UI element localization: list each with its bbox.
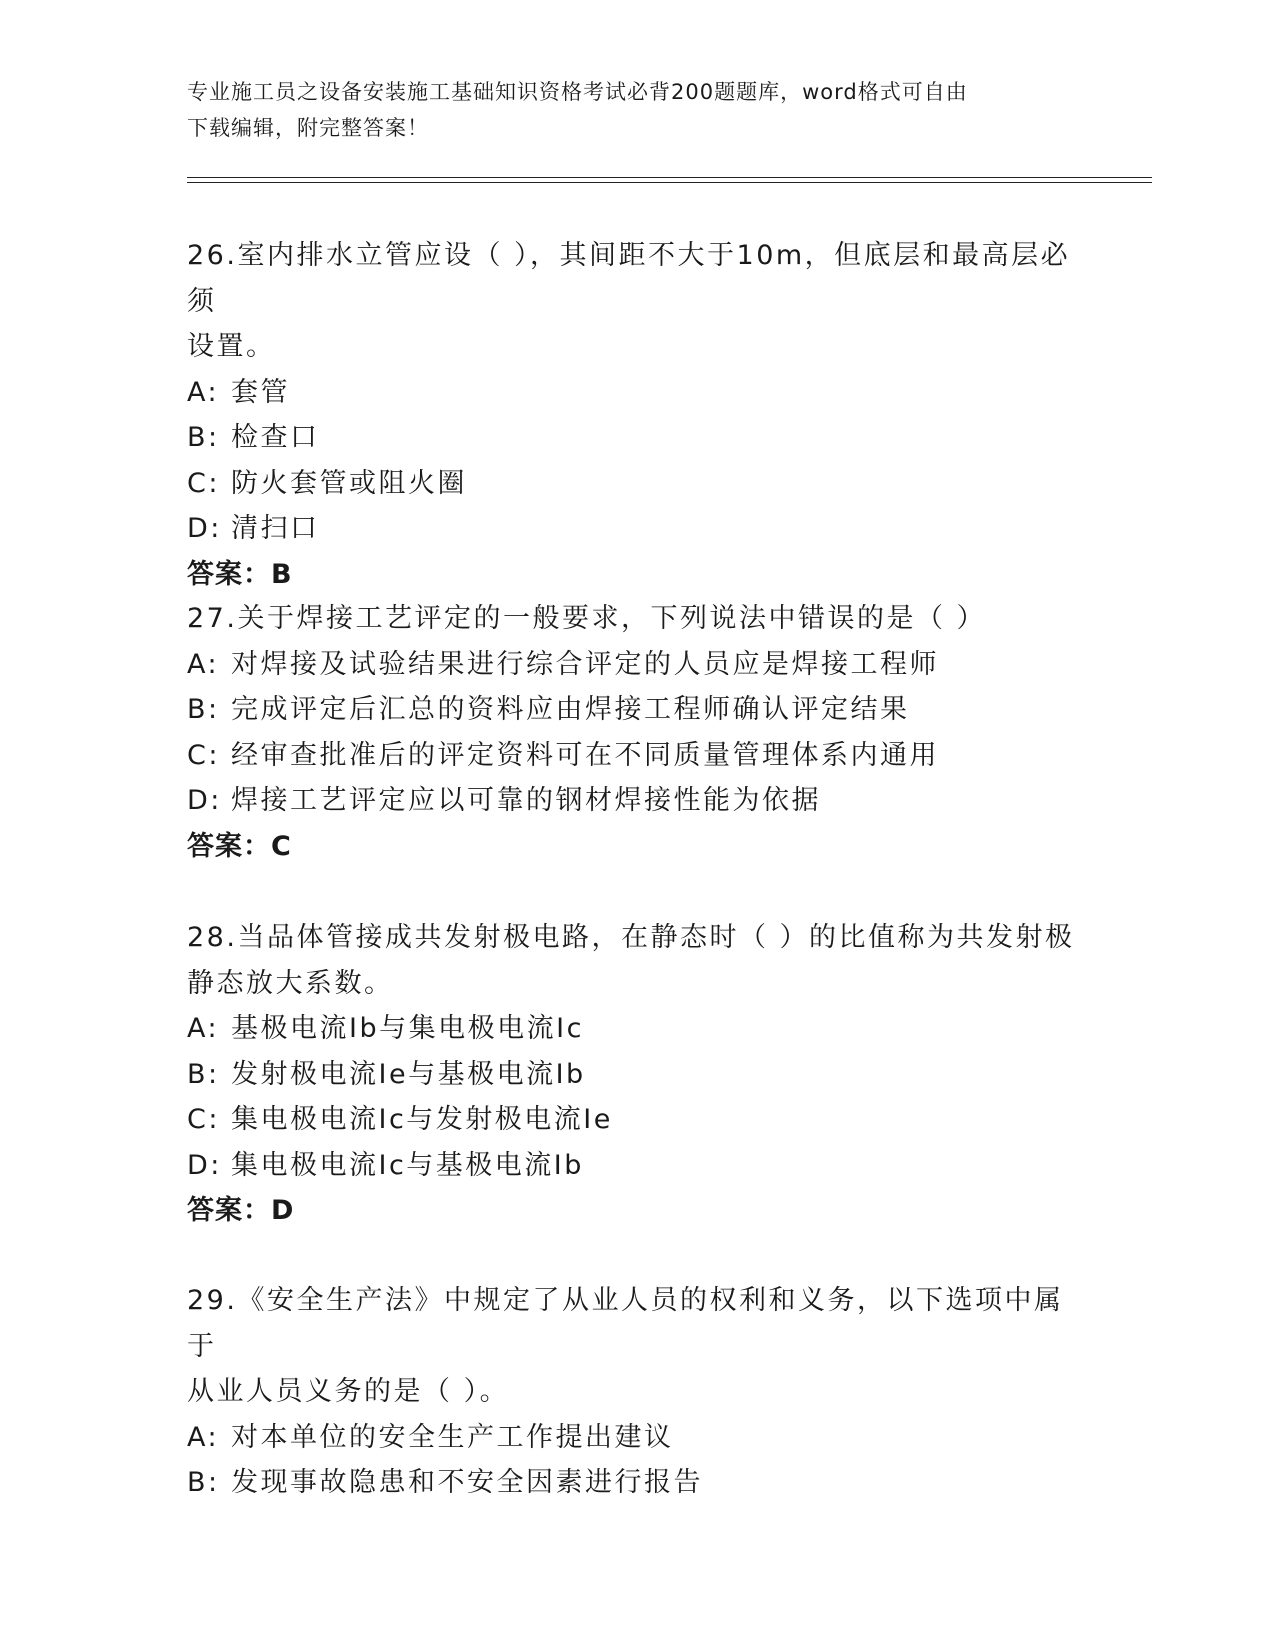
option-letter: C: xyxy=(187,467,220,499)
option-a xyxy=(187,642,1087,688)
question-stem-line-2: 静态放大系数。 xyxy=(187,967,394,999)
option-c xyxy=(187,461,1087,507)
question-stem-line-1: 28.当品体管接成共发射极电路，在静态时（ ）的比值称为共发射极 xyxy=(187,922,1075,953)
option-text: 检查口 xyxy=(231,422,320,453)
option-text: 发射极电流Ie与基极电流Ib xyxy=(231,1058,586,1090)
option-text: 经审查批准后的评定资料可在不同质量管理体系内通用 xyxy=(231,739,939,771)
question-stem-line-1: 29.《安全生产法》中规定了从业人员的权利和义务，以下选项中属于 xyxy=(187,1285,1064,1362)
answer-line: 答案：D xyxy=(187,1195,295,1226)
option-letter: A: xyxy=(187,648,220,680)
option-c xyxy=(187,1097,1087,1143)
option-text: 发现事故隐患和不安全因素进行报告 xyxy=(231,1467,703,1498)
option-letter: A: xyxy=(187,1421,220,1453)
option-letter: B: xyxy=(187,1058,220,1090)
option-b xyxy=(187,415,1087,461)
header-divider-top xyxy=(187,177,1152,178)
question-stem-line-2: 设置。 xyxy=(187,331,276,362)
option-b xyxy=(187,1460,1087,1506)
question-26 xyxy=(187,233,1087,597)
document-header xyxy=(187,74,1087,146)
answer-line: 答案：B xyxy=(187,558,293,590)
question-28 xyxy=(187,915,1087,1234)
question-stem xyxy=(187,915,1087,1006)
option-text: 套管 xyxy=(231,376,290,408)
option-letter: B: xyxy=(187,1467,220,1498)
question-29 xyxy=(187,1278,1087,1506)
question-stem xyxy=(187,596,1087,642)
option-text: 防火套管或阻火圈 xyxy=(231,467,467,499)
option-text: 集电极电流Ic与基极电流Ib xyxy=(231,1149,584,1181)
question-stem xyxy=(187,1278,1087,1415)
option-text: 对焊接及试验结果进行综合评定的人员应是焊接工程师 xyxy=(231,648,939,680)
header-title-line-1: 专业施工员之设备安装施工基础知识资格考试必背200题题库，word格式可自由 xyxy=(187,80,968,104)
option-a xyxy=(187,1415,1087,1461)
option-d xyxy=(187,1143,1087,1189)
option-letter: B: xyxy=(187,694,220,725)
option-b xyxy=(187,687,1087,733)
question-stem-line-1: 27.关于焊接工艺评定的一般要求，下列说法中错误的是（ ） xyxy=(187,603,987,634)
option-c xyxy=(187,733,1087,779)
option-b xyxy=(187,1052,1087,1098)
option-text: 清扫口 xyxy=(231,513,320,544)
question-stem-line-2: 从业人员义务的是（ ）。 xyxy=(187,1376,510,1407)
header-divider-bottom xyxy=(187,182,1152,183)
option-letter: C: xyxy=(187,739,220,771)
option-a xyxy=(187,370,1087,416)
option-letter: B: xyxy=(187,422,220,453)
option-text: 焊接工艺评定应以可靠的钢材焊接性能为依据 xyxy=(231,785,821,816)
option-letter: D: xyxy=(187,785,222,816)
option-text: 完成评定后汇总的资料应由焊接工程师确认评定结果 xyxy=(231,694,910,725)
question-stem xyxy=(187,233,1087,370)
option-letter: D: xyxy=(187,1149,222,1181)
question-27 xyxy=(187,596,1087,869)
header-title-line-2: 下载编辑，附完整答案！ xyxy=(187,116,429,140)
question-stem-line-1: 26.室内排水立管应设（ ），其间距不大于10m，但底层和最高层必须 xyxy=(187,240,1071,317)
option-a xyxy=(187,1006,1087,1052)
option-letter: C: xyxy=(187,1104,220,1135)
option-text: 基极电流Ib与集电极电流Ic xyxy=(231,1013,584,1044)
option-letter: D: xyxy=(187,513,222,544)
option-text: 集电极电流Ic与发射极电流Ie xyxy=(231,1104,613,1135)
option-d xyxy=(187,506,1087,552)
answer-line: 答案：C xyxy=(187,830,292,862)
option-letter: A: xyxy=(187,1013,220,1044)
option-letter: A: xyxy=(187,376,220,408)
option-text: 对本单位的安全生产工作提出建议 xyxy=(231,1421,674,1453)
option-d xyxy=(187,778,1087,824)
